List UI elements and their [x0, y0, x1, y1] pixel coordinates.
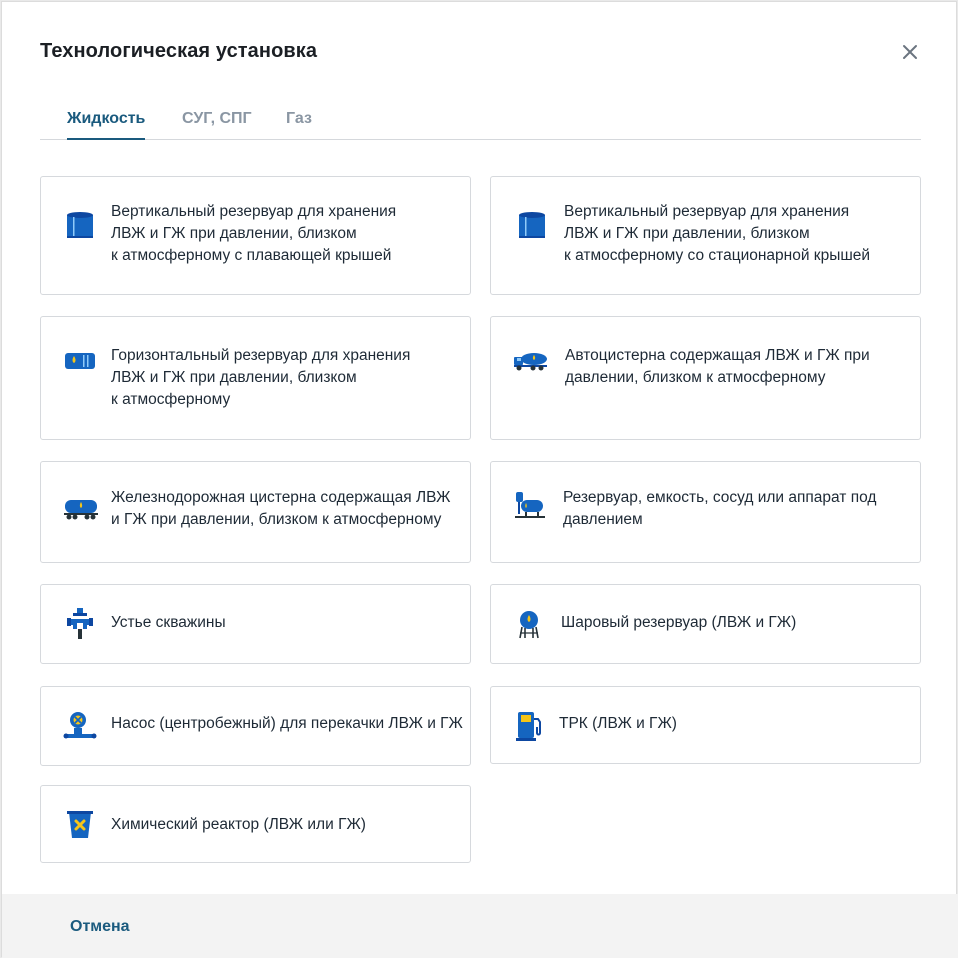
- centrifugal-pump-icon: [63, 709, 97, 743]
- item-card-chemical-reactor[interactable]: [40, 785, 471, 863]
- item-label: Железнодорожная цистерна содержащая ЛВЖ и ГЖ при давлении, близком к атмосферному: [111, 489, 451, 528]
- vertical-tank-icon: [63, 209, 97, 243]
- rail-tank-car-icon: [63, 492, 97, 526]
- item-label: Резервуар, емкость, сосуд или аппарат под давлением: [563, 489, 877, 528]
- item-card-vertical-tank-fixed-roof[interactable]: [490, 176, 921, 295]
- item-card-centrifugal-pump[interactable]: [40, 686, 471, 766]
- tab-lpg-lng[interactable]: СУГ, СПГ: [182, 110, 252, 127]
- close-icon: [898, 40, 922, 64]
- spherical-tank-icon: [513, 607, 547, 641]
- close-button[interactable]: [898, 40, 922, 64]
- tab-gas[interactable]: Газ: [286, 110, 312, 127]
- item-card-vertical-tank-floating-roof[interactable]: [40, 176, 471, 295]
- tab-liquid[interactable]: Жидкость: [67, 110, 145, 140]
- horizontal-tank-icon: [63, 345, 97, 379]
- item-label: Насос (центробежный) для перекачки ЛВЖ и ГЖ: [111, 715, 463, 732]
- item-label: Автоцистерна содержащая ЛВЖ и ГЖ при давлении, близком к атмосферному: [565, 347, 870, 386]
- item-card-horizontal-tank[interactable]: [40, 316, 471, 440]
- item-card-rail-tank-car[interactable]: [40, 461, 471, 563]
- item-label: Горизонтальный резервуар для хранения ЛВЖ и ГЖ при давлении, близком к атмосферному: [111, 347, 411, 408]
- tab-bar: [40, 102, 921, 140]
- cancel-button[interactable]: Отмена: [70, 918, 130, 935]
- dialog: [1, 1, 957, 957]
- dialog-title: Технологическая установка: [40, 40, 318, 62]
- pressure-vessel-icon: [513, 490, 547, 524]
- item-label: ТРК (ЛВЖ и ГЖ): [559, 715, 677, 732]
- fuel-dispenser-icon: [513, 709, 547, 743]
- item-label: Химический реактор (ЛВЖ или ГЖ): [111, 816, 366, 833]
- item-card-fuel-dispenser[interactable]: [490, 686, 921, 764]
- item-label: Вертикальный резервуар для хранения ЛВЖ и ГЖ при давлении, близком к атмосферному с плавающей крышей: [111, 203, 397, 264]
- chemical-reactor-icon: [63, 808, 97, 842]
- item-label: Шаровый резервуар (ЛВЖ и ГЖ): [561, 614, 797, 631]
- item-card-pressure-vessel[interactable]: [490, 461, 921, 563]
- item-card-spherical-tank[interactable]: [490, 584, 921, 664]
- dialog-footer: [2, 894, 958, 958]
- item-card-wellhead[interactable]: [40, 584, 471, 664]
- item-label: Устье скважины: [111, 614, 226, 631]
- item-label: Вертикальный резервуар для хранения ЛВЖ и ГЖ при давлении, близком к атмосферному со стационарной крышей: [564, 203, 871, 264]
- tank-truck-icon: [513, 345, 547, 379]
- wellhead-icon: [63, 607, 97, 641]
- item-card-tank-truck[interactable]: [490, 316, 921, 440]
- vertical-tank-icon: [515, 209, 549, 243]
